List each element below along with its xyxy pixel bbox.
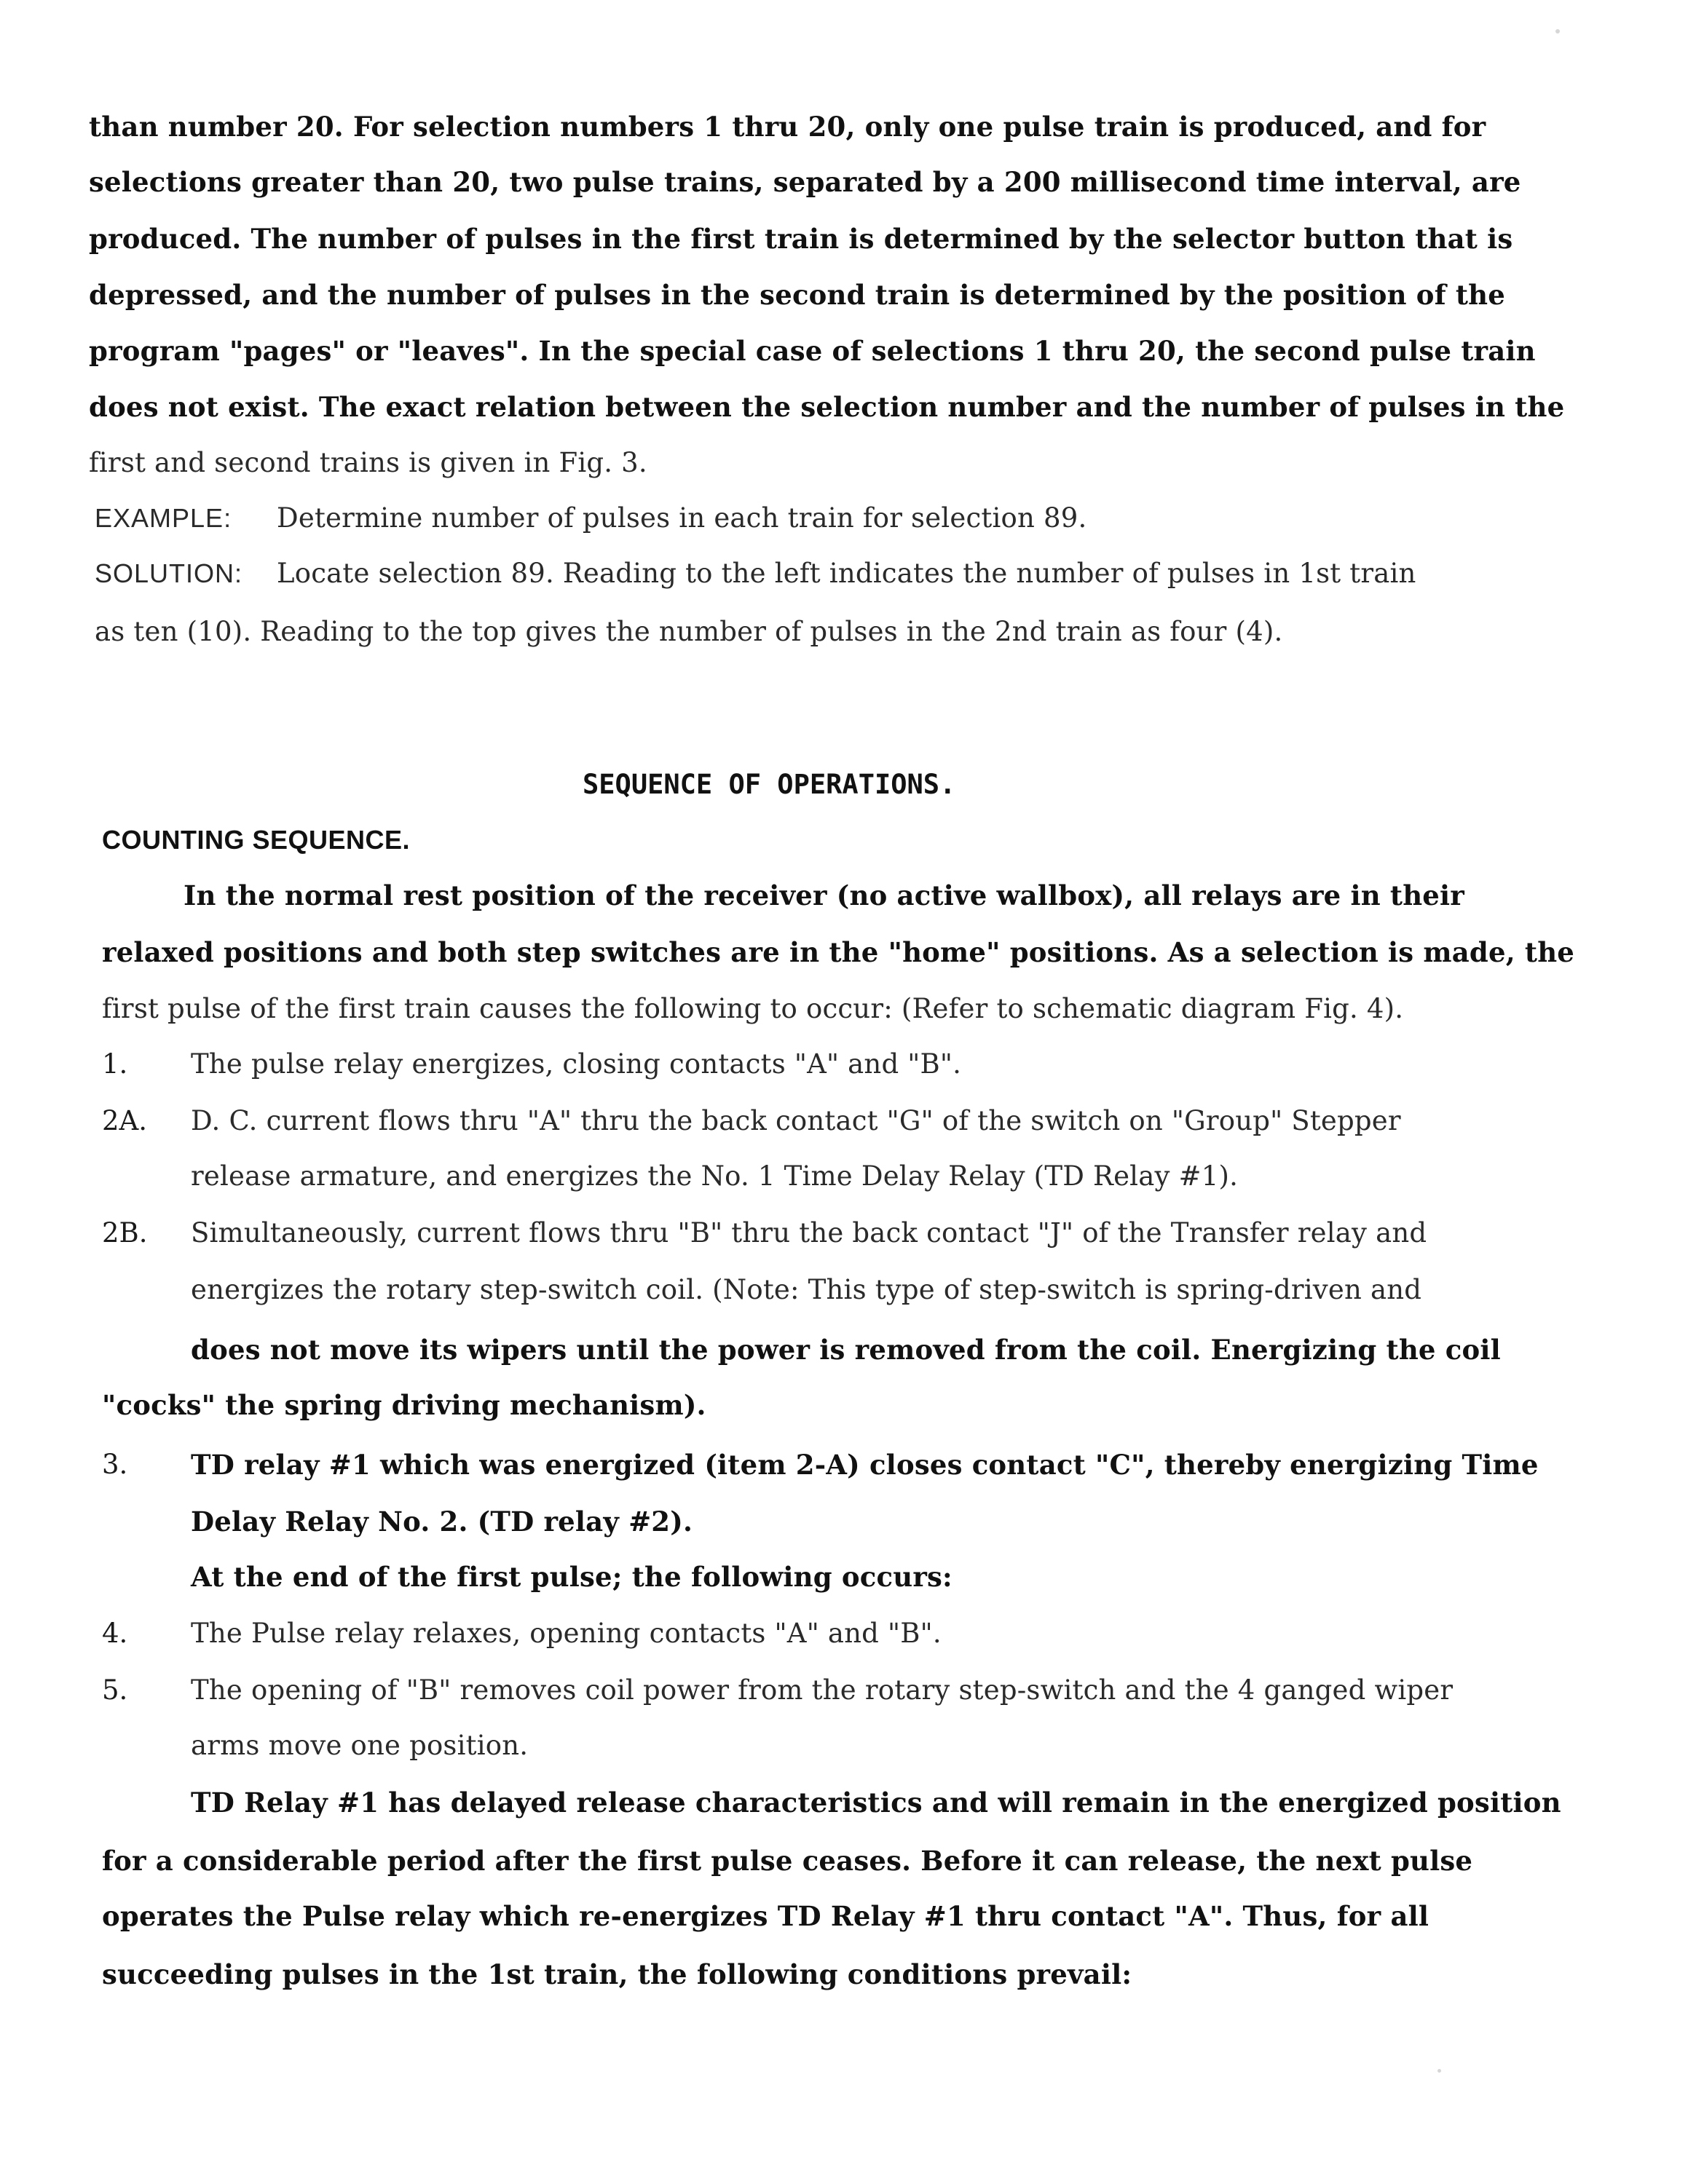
example-text: Determine number of pulses in each train for selection 89. — [277, 502, 1087, 534]
item-2b-line-4: "cocks" the spring driving mechanism). — [102, 1389, 706, 1421]
para1-line-3: first pulse of the first train causes the following to occur: (Refer to schematic diagram Fig. 4). — [102, 993, 1404, 1024]
intro-line-1: than number 20. For selection numbers 1 thru 20, only one pulse train is produced, and for — [89, 111, 1486, 143]
intro-line-2: selections greater than 20, two pulse trains, separated by a 200 millisecond time interval, are — [89, 166, 1521, 198]
item-3-number: 3. — [102, 1449, 128, 1480]
scan-speck — [1555, 29, 1560, 33]
item-5-line-2: arms move one position. — [191, 1730, 529, 1761]
item-2b-line-3: does not move its wipers until the power is removed from the coil. Energizing the coil — [191, 1334, 1501, 1366]
intro-line-3: produced. The number of pulses in the first train is determined by the selector button that is — [89, 223, 1513, 255]
para1-line-1: In the normal rest position of the receiver (no active wallbox), all relays are in their — [184, 879, 1464, 911]
section-title: SEQUENCE OF OPERATIONS. — [583, 769, 956, 800]
para2-line-4: succeeding pulses in the 1st train, the following conditions prevail: — [102, 1958, 1132, 1990]
subsection-title: COUNTING SEQUENCE. — [102, 825, 411, 855]
item-5-line-1: The opening of "B" removes coil power from the rotary step-switch and the 4 ganged wiper — [191, 1674, 1454, 1706]
item-2a-number: 2A. — [102, 1105, 148, 1136]
item-5-number: 5. — [102, 1674, 128, 1706]
intro-line-7: first and second trains is given in Fig. 3. — [89, 447, 647, 478]
intro-line-6: does not exist. The exact relation between the selection number and the number of pulses in the — [89, 391, 1565, 423]
intro-line-4: depressed, and the number of pulses in the second train is determined by the position of the — [89, 279, 1506, 311]
para1-line-2: relaxed positions and both step switches are in the "home" positions. As a selection is made, the — [102, 936, 1575, 968]
para2-line-2: for a considerable period after the first pulse ceases. Before it can release, the next pulse — [102, 1845, 1473, 1877]
end-of-pulse-note: At the end of the first pulse; the following occurs: — [191, 1561, 953, 1593]
item-2a-line-1: D. C. current flows thru "A" thru the back contact "G" of the switch on "Group" Stepper — [191, 1105, 1401, 1136]
intro-line-5: program "pages" or "leaves". In the special case of selections 1 thru 20, the second pulse train — [89, 335, 1536, 367]
item-2a-line-2: release armature, and energizes the No. 1 Time Delay Relay (TD Relay #1). — [191, 1160, 1239, 1192]
para2-line-3: operates the Pulse relay which re-energizes TD Relay #1 thru contact "A". Thus, for all — [102, 1900, 1429, 1932]
item-2b-number: 2B. — [102, 1217, 148, 1249]
example-label: EXAMPLE: — [95, 503, 232, 533]
para2-line-1: TD Relay #1 has delayed release characteristics and will remain in the energized position — [191, 1787, 1561, 1819]
solution-line-2: as ten (10). Reading to the top gives the number of pulses in the 2nd train as four (4). — [95, 616, 1283, 647]
item-4-line-1: The Pulse relay relaxes, opening contacts "A" and "B". — [191, 1618, 942, 1649]
item-1-line-1: The pulse relay energizes, closing contacts "A" and "B". — [191, 1048, 962, 1080]
item-1-number: 1. — [102, 1048, 128, 1080]
item-2b-line-1: Simultaneously, current flows thru "B" thru the back contact "J" of the Transfer relay and — [191, 1217, 1427, 1249]
item-3-line-1: TD relay #1 which was energized (item 2-A) closes contact "C", thereby energizing Time — [191, 1449, 1539, 1481]
item-4-number: 4. — [102, 1618, 128, 1649]
item-3-line-2: Delay Relay No. 2. (TD relay #2). — [191, 1506, 693, 1538]
solution-line-1: Locate selection 89. Reading to the left indicates the number of pulses in 1st train — [277, 558, 1416, 589]
scan-speck — [1437, 2069, 1441, 2073]
item-2b-line-2: energizes the rotary step-switch coil. (Note: This type of step-switch is spring-driven and — [191, 1274, 1422, 1305]
solution-label: SOLUTION: — [95, 558, 243, 588]
